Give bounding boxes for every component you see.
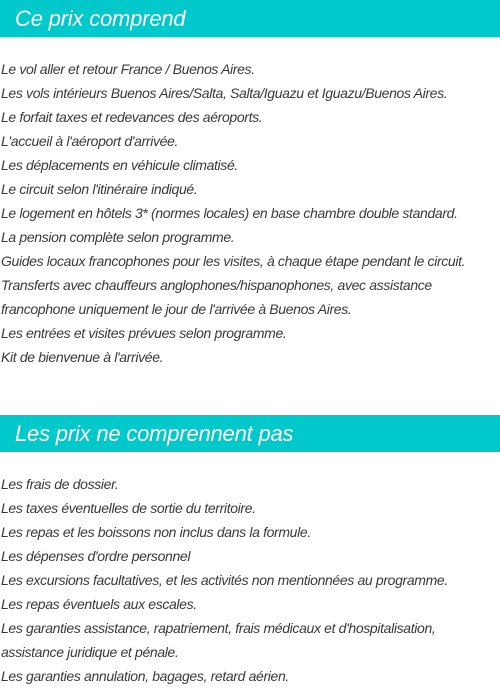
included-items-list [0, 37, 500, 369]
list-item: Le vol aller et retour France / Buenos Aires. [1, 61, 255, 77]
list-item: La pension complète selon programme. [1, 229, 235, 245]
list-item: Les vols intérieurs Buenos Aires/Salta, Salta/Iguazu et Iguazu/Buenos Aires. [1, 85, 448, 101]
list-item: Guides locaux francophones pour les visites, à chaque étape pendant le circuit. [1, 253, 466, 269]
list-item: Les garanties annulation, bagages, retard aérien. [1, 668, 289, 684]
list-item: Le forfait taxes et redevances des aéroports. [1, 109, 263, 125]
list-item: Les excursions facultatives, et les activités non mentionnées au programme. [1, 572, 448, 588]
list-item: L'accueil à l'aéroport d'arrivée. [1, 133, 179, 149]
list-item: Les dépenses d'ordre personnel [1, 548, 191, 564]
list-item: Transferts avec chauffeurs anglophones/hispanophones, avec assistance francophone uniquement le jour de l'arrivée à Buenos Aires. [1, 277, 432, 317]
excluded-items-list [0, 452, 500, 688]
list-item: Kit de bienvenue à l'arrivée. [1, 349, 164, 365]
list-item: Les repas et les boissons non inclus dans la formule. [1, 524, 311, 540]
excluded-section-title: Les prix ne comprennent pas [0, 415, 500, 452]
list-item: Les taxes éventuelles de sortie du territoire. [1, 500, 256, 516]
list-item: Les déplacements en véhicule climatisé. [1, 157, 238, 173]
list-item: Les frais de dossier. [1, 476, 119, 492]
list-item: Le circuit selon l'itinéraire indiqué. [1, 181, 198, 197]
excluded-section [0, 415, 500, 688]
list-item: Les entrées et visites prévues selon programme. [1, 325, 287, 341]
included-section-title: Ce prix comprend [0, 0, 500, 37]
list-item: Le logement en hôtels 3* (normes locales) en base chambre double standard. [1, 205, 458, 221]
list-item: Les repas éventuels aux escales. [1, 596, 197, 612]
list-item: Les garanties assistance, rapatriement, frais médicaux et d'hospitalisation, assistance juridique et pénale. [1, 620, 436, 660]
